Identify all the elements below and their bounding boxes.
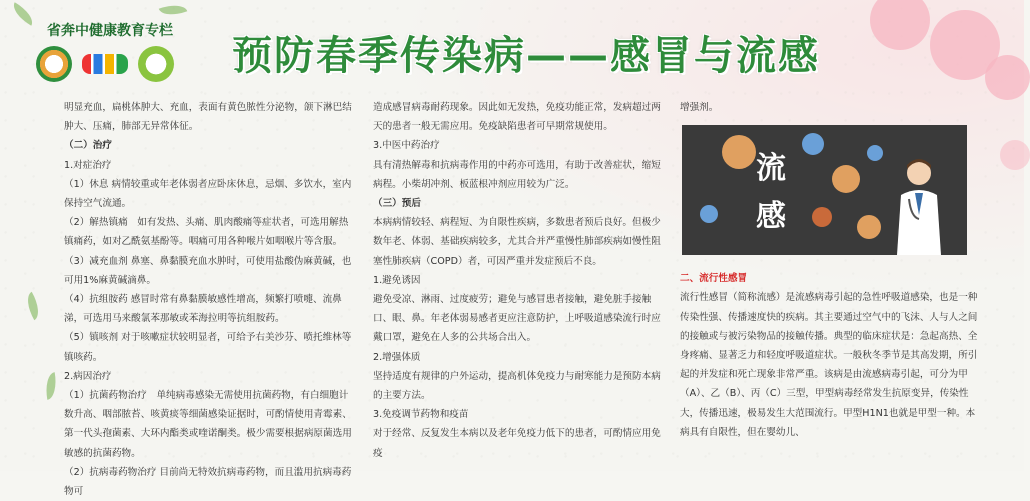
- virus-icon: [867, 145, 883, 161]
- page-title: 预防春季传染病——感冒与流感: [232, 33, 820, 79]
- paragraph: （1）休息 病情较重或年老体弱者应卧床休息，忌烟、多饮水，室内保持空气流通。: [64, 178, 352, 210]
- doctor-icon: [893, 155, 945, 255]
- paragraph: 二、流行性感冒: [680, 273, 748, 285]
- virus-icon: [832, 165, 860, 193]
- paragraph: 增强剂。: [680, 102, 719, 113]
- virus-icon: [722, 135, 756, 169]
- paragraph: 本病病情较轻、病程短、为自限性疾病，多数患者预后良好。但极少数年老、体弱、基础疾病较多，尤其合并严重慢性肺部疾病如慢性阻塞性肺疾病（COPD）者，可因严重并发症预后不良。: [373, 217, 661, 267]
- paragraph: 避免受凉、淋雨、过度疲劳；避免与感冒患者接触，避免脏手接触口、眼、鼻。年老体弱易感者更应注意防护，上呼吸道感染流行时应戴口罩，避免在人多的公共场合出入。: [373, 294, 661, 344]
- paragraph: （二）治疗: [64, 140, 112, 152]
- text-column-2: [373, 98, 665, 463]
- text-column-1: [64, 98, 356, 501]
- blossom-icon: [985, 55, 1030, 100]
- paragraph: 明显充血，扁桃体肿大、充血，表面有黄色脓性分泌物，颌下淋巴结肿大、压痛，肺部无异常体征。: [64, 102, 352, 133]
- paragraph: 流行性感冒（简称流感）是流感病毒引起的急性呼吸道感染，也是一种传染性强、传播速度快的疾病。其主要通过空气中的飞沫、人与人之间的接触或与被污染物品的接触传播。典型的临床症状是：急起高热、全身疼痛、显著乏力和轻度呼吸道症状。一般秋冬季节是其高发期，所引起的并发症和死亡现象非常严重。该病是由流感病毒引起，可分为甲（A）、乙（B）、丙（C）三型，甲型病毒经常发生抗原变异，传染性大，传播迅速，极易发生大范围流行。甲型H1N1也就是甲型一种。本病具有自限性，但在婴幼儿、: [680, 292, 978, 438]
- fitness-logo-icon: [138, 46, 174, 82]
- paragraph: 具有清热解毒和抗病毒作用的中药亦可选用，有助于改善症状，缩短病程。小柴胡冲剂、板蓝根冲剂应用较为广泛。: [373, 159, 661, 190]
- paragraph: （2）抗病毒药物治疗 目前尚无特效抗病毒药物，而且滥用抗病毒药物可: [64, 466, 352, 498]
- logo-group: [36, 46, 174, 82]
- flu-poster-image: [682, 125, 967, 255]
- virus-icon: [857, 215, 881, 239]
- virus-icon: [802, 133, 824, 155]
- paragraph: （5）镇咳剂 对于咳嗽症状较明显者，可给予右美沙芬、喷托维林等镇咳药。: [64, 332, 352, 363]
- paragraph: （4）抗组胺药 感冒时常有鼻黏膜敏感性增高，频繁打喷嚏、流鼻涕，可选用马来酸氯苯那敏或苯海拉明等抗组胺药。: [64, 294, 342, 325]
- paragraph: 造成感冒病毒耐药现象。因此如无发热，免疫功能正常，发病超过两天的患者一般无需应用。免疫缺陷患者可早期常规使用。: [373, 102, 661, 133]
- virus-icon: [812, 207, 832, 227]
- paragraph: 3.免疫调节药物和疫苗: [373, 409, 469, 421]
- paragraph: 3.中医中药治疗: [373, 140, 440, 152]
- paragraph: 1.对症治疗: [64, 159, 112, 171]
- virus-icon: [700, 205, 718, 223]
- paragraph: 2.增强体质: [373, 351, 421, 363]
- paragraph: 1.避免诱因: [373, 274, 421, 286]
- brand-label: 省奔中健康教育专栏: [47, 23, 173, 39]
- paragraph: （三）预后: [373, 198, 421, 210]
- poster-char-gan: 感: [756, 199, 786, 234]
- paragraph: 2.病因治疗: [64, 370, 112, 382]
- school-logo-icon: [36, 46, 72, 82]
- poster-char-liu: 流: [756, 151, 786, 186]
- paragraph: （3）减充血剂 鼻塞、鼻黏膜充血水肿时，可使用盐酸伪麻黄碱，也可用1%麻黄碱滴鼻。: [64, 255, 352, 286]
- paragraph: （1）抗菌药物治疗 单纯病毒感染无需使用抗菌药物，有白细胞计数升高、咽部脓苔、咳黄痰等细菌感染证据时，可酌情使用青霉素、第一代头孢菌素、大环内酯类或喹诺酮类。极少需要根据病原菌选用敏感的抗菌药物。: [64, 390, 352, 459]
- blossom-icon: [1000, 140, 1030, 170]
- paragraph: 坚持适度有规律的户外运动，提高机体免疫力与耐寒能力是预防本病的主要方法。: [373, 370, 661, 402]
- paragraph: 对于经常、反复发生本病以及老年免疫力低下的患者，可酌情应用免疫: [373, 428, 661, 459]
- paragraph: （2）解热镇痛 如有发热、头痛、肌肉酸痛等症状者，可选用解热镇痛药，如对乙酰氨基酚等。咽痛可用各种喉片如咽喉片等含服。: [64, 217, 349, 248]
- rings-logo-icon: [82, 54, 128, 74]
